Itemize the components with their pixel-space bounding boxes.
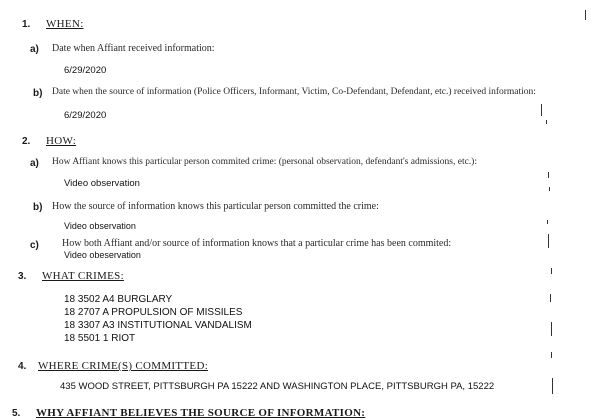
section-3-number: 3. <box>18 271 27 282</box>
section-1a-letter: a) <box>30 44 39 55</box>
section-1b-answer: 6/29/2020 <box>64 110 107 121</box>
scan-mark <box>551 322 552 336</box>
section-4-heading: WHERE CRIME(S) COMMITTED: <box>38 360 209 372</box>
scan-mark <box>550 294 551 302</box>
crime-item: 18 2707 A PROPULSION OF MISSILES <box>64 307 243 318</box>
section-4-answer: 435 WOOD STREET, PITTSBURGH PA 15222 AND WASHINGTON PLACE, PITTSBURGH PA, 15222 <box>60 381 495 392</box>
scan-mark <box>541 104 542 116</box>
section-2b-letter: b) <box>33 202 43 213</box>
scan-mark <box>546 120 547 124</box>
section-2a-question: How Affiant knows this particular person commited crime: (personal observation, defendant's admissions, etc.): <box>52 157 477 167</box>
section-2c-question: How both Affiant and/or source of information knows that a particular crime has been commited: <box>62 238 452 249</box>
section-2-number: 2. <box>22 136 31 147</box>
crime-item: 18 3307 A3 INSTITUTIONAL VANDALISM <box>64 320 252 331</box>
section-2a-answer: Video observation <box>64 178 140 189</box>
section-2-heading: HOW: <box>46 135 77 147</box>
section-2b-question: How the source of information knows this particular person committed the crime: <box>52 201 379 212</box>
scan-mark <box>547 220 548 224</box>
scan-mark <box>548 172 549 178</box>
scan-mark <box>552 378 553 394</box>
section-2a-letter: a) <box>30 158 39 169</box>
section-2c-answer: Video obeservation <box>64 250 141 260</box>
section-1-number: 1. <box>22 19 31 30</box>
section-1b-question: Date when the source of information (Police Officers, Informant, Victim, Co-Defendant, Defendant, etc.) received information: <box>52 87 536 97</box>
section-4-number: 4. <box>18 361 27 372</box>
section-1-heading: WHEN: <box>46 18 84 30</box>
scan-mark <box>551 268 552 274</box>
section-5-number: 5. <box>12 408 21 419</box>
scan-mark <box>549 187 550 191</box>
section-1a-question: Date when Affiant received information: <box>52 43 215 54</box>
crime-item: 18 5501 1 RIOT <box>64 333 136 344</box>
section-1b-letter: b) <box>33 88 43 99</box>
section-5-heading: WHY AFFIANT BELIEVES THE SOURCE OF INFORMATION: <box>36 407 366 419</box>
crime-item: 18 3502 A4 BURGLARY <box>64 294 173 305</box>
section-2b-answer: Video observation <box>64 221 136 231</box>
scan-mark <box>548 234 549 248</box>
section-1a-answer: 6/29/2020 <box>64 65 107 76</box>
section-3-heading: WHAT CRIMES: <box>42 270 124 282</box>
scan-mark <box>551 352 552 358</box>
scan-mark <box>585 10 586 20</box>
crime-list <box>64 293 252 345</box>
section-2c-letter: c) <box>30 240 39 251</box>
